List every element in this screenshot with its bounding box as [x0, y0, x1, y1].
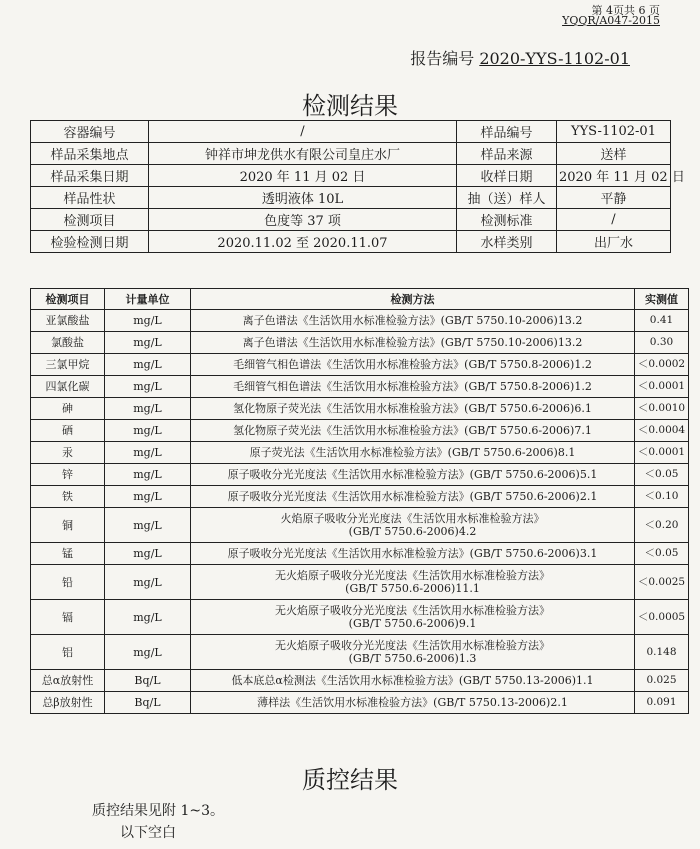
info-value: 透明液体 10L	[149, 187, 457, 209]
method-line: 低本底总α检测法《生活饮用水标准检验方法》(GB/T 5750.13-2006)1.1	[231, 674, 594, 687]
unit-cell: mg/L	[105, 420, 191, 442]
info-label: 样品采集地点	[31, 143, 149, 165]
unit-cell: mg/L	[105, 600, 191, 635]
item-cell: 锌	[31, 464, 105, 486]
table-row	[31, 420, 689, 442]
column-header: 检测项目	[31, 289, 105, 310]
table-row	[31, 310, 689, 332]
table-row	[31, 442, 689, 464]
method-line: 无火焰原子吸收分光光度法《生活饮用水标准检验方法》	[275, 639, 550, 652]
method-line: 火焰原子吸收分光光度法《生活饮用水标准检验方法》	[280, 512, 545, 525]
info-label: 样品采集日期	[31, 165, 149, 187]
page-number: 第 4页共 6 页	[591, 4, 660, 17]
info-label: 样品编号	[457, 121, 557, 143]
info-value: 出厂水	[557, 231, 671, 253]
method-line: 毛细管气相色谱法《生活饮用水标准检验方法》(GB/T 5750.8-2006)1.2	[233, 380, 592, 393]
method-cell	[191, 464, 635, 486]
method-line: 毛细管气相色谱法《生活饮用水标准检验方法》(GB/T 5750.8-2006)1.2	[233, 358, 592, 371]
unit-cell: mg/L	[105, 376, 191, 398]
method-cell	[191, 692, 635, 714]
report-number	[410, 46, 630, 69]
unit-cell: mg/L	[105, 310, 191, 332]
unit-cell: mg/L	[105, 543, 191, 565]
value-cell: 0.025	[635, 670, 689, 692]
value-cell: 0.30	[635, 332, 689, 354]
unit-cell: mg/L	[105, 354, 191, 376]
value-cell: ＜0.05	[635, 543, 689, 565]
unit-cell: mg/L	[105, 508, 191, 543]
value-cell: 0.41	[635, 310, 689, 332]
item-cell: 铁	[31, 486, 105, 508]
info-label: 样品性状	[31, 187, 149, 209]
method-cell	[191, 332, 635, 354]
info-row	[31, 187, 671, 209]
method-cell	[191, 600, 635, 635]
info-value: 平静	[557, 187, 671, 209]
value-cell: ＜0.0025	[635, 565, 689, 600]
item-cell: 锰	[31, 543, 105, 565]
item-cell: 三氯甲烷	[31, 354, 105, 376]
item-cell: 镉	[31, 600, 105, 635]
method-cell	[191, 635, 635, 670]
method-line: 原子吸收分光光度法《生活饮用水标准检验方法》(GB/T 5750.6-2006)2.1	[227, 490, 598, 503]
method-line: (GB/T 5750.6-2006)9.1	[348, 617, 477, 630]
unit-cell: Bq/L	[105, 692, 191, 714]
info-label: 容器编号	[31, 121, 149, 143]
table-row	[31, 486, 689, 508]
value-cell: ＜0.0002	[635, 354, 689, 376]
unit-cell: Bq/L	[105, 670, 191, 692]
value-cell: ＜0.10	[635, 486, 689, 508]
method-line: 无火焰原子吸收分光光度法《生活饮用水标准检验方法》	[275, 569, 550, 582]
method-cell	[191, 486, 635, 508]
value-cell: ＜0.20	[635, 508, 689, 543]
method-line: 原子荧光法《生活饮用水标准检验方法》(GB/T 5750.6-2006)8.1	[249, 446, 576, 459]
method-cell	[191, 565, 635, 600]
column-header: 实测值	[635, 289, 689, 310]
table-row	[31, 635, 689, 670]
value-cell: ＜0.0010	[635, 398, 689, 420]
info-value: /	[149, 121, 457, 143]
item-cell: 铅	[31, 565, 105, 600]
info-label: 水样类别	[457, 231, 557, 253]
item-cell: 硒	[31, 420, 105, 442]
method-line: 离子色谱法《生活饮用水标准检验方法》(GB/T 5750.10-2006)13.2	[242, 336, 583, 349]
method-line: 薄样法《生活饮用水标准检验方法》(GB/T 5750.13-2006)2.1	[257, 696, 568, 709]
qc-note: 质控结果见附 1~3。	[92, 803, 224, 819]
info-label: 抽（送）样人	[457, 187, 557, 209]
qc-title: 质控结果	[302, 766, 398, 794]
table-row	[31, 332, 689, 354]
unit-cell: mg/L	[105, 635, 191, 670]
item-cell: 砷	[31, 398, 105, 420]
method-line: 原子吸收分光光度法《生活饮用水标准检验方法》(GB/T 5750.6-2006)5.1	[227, 468, 598, 481]
method-cell	[191, 543, 635, 565]
value-cell: ＜0.05	[635, 464, 689, 486]
results-header-row	[31, 289, 689, 310]
report-number-label: 报告编号	[410, 49, 475, 68]
info-value: 色度等 37 项	[149, 209, 457, 231]
item-cell: 总β放射性	[31, 692, 105, 714]
method-cell	[191, 420, 635, 442]
column-header: 检测方法	[191, 289, 635, 310]
unit-cell: mg/L	[105, 486, 191, 508]
info-value: 2020.11.02 至 2020.11.07	[149, 231, 457, 253]
table-row	[31, 565, 689, 600]
method-line: (GB/T 5750.6-2006)1.3	[348, 652, 477, 665]
info-label: 检验检测日期	[31, 231, 149, 253]
method-line: 氢化物原子荧光法《生活饮用水标准检验方法》(GB/T 5750.6-2006)6.1	[233, 402, 592, 415]
info-row	[31, 209, 671, 231]
method-line: 离子色谱法《生活饮用水标准检验方法》(GB/T 5750.10-2006)13.2	[242, 314, 583, 327]
info-row	[31, 121, 671, 143]
method-cell	[191, 398, 635, 420]
info-value: 钟祥市坤龙供水有限公司皇庄水厂	[149, 143, 457, 165]
item-cell: 亚氯酸盐	[31, 310, 105, 332]
item-cell: 总α放射性	[31, 670, 105, 692]
method-line: (GB/T 5750.6-2006)11.1	[345, 582, 480, 595]
item-cell: 氯酸盐	[31, 332, 105, 354]
method-line: (GB/T 5750.6-2006)4.2	[348, 525, 477, 538]
method-cell	[191, 442, 635, 464]
info-row	[31, 165, 671, 187]
unit-cell: mg/L	[105, 398, 191, 420]
table-row	[31, 543, 689, 565]
form-code: YQQR/A047-2015	[562, 14, 660, 27]
sample-info-table	[30, 120, 685, 253]
method-line: 无火焰原子吸收分光光度法《生活饮用水标准检验方法》	[275, 604, 550, 617]
method-cell	[191, 670, 635, 692]
method-cell	[191, 310, 635, 332]
table-row	[31, 508, 689, 543]
results-title: 检测结果	[302, 92, 398, 120]
method-line: 氢化物原子荧光法《生活饮用水标准检验方法》(GB/T 5750.6-2006)7.1	[233, 424, 592, 437]
method-line: 原子吸收分光光度法《生活饮用水标准检验方法》(GB/T 5750.6-2006)3.1	[227, 547, 598, 560]
info-label: 检测项目	[31, 209, 149, 231]
table-row	[31, 376, 689, 398]
info-label: 检测标准	[457, 209, 557, 231]
info-row	[31, 231, 671, 253]
column-header: 计量单位	[105, 289, 191, 310]
value-cell: ＜0.0005	[635, 600, 689, 635]
unit-cell: mg/L	[105, 565, 191, 600]
item-cell: 四氯化碳	[31, 376, 105, 398]
unit-cell: mg/L	[105, 332, 191, 354]
value-cell: ＜0.0004	[635, 420, 689, 442]
value-cell: ＜0.0001	[635, 376, 689, 398]
info-label: 收样日期	[457, 165, 557, 187]
table-row	[31, 464, 689, 486]
info-value: 送样	[557, 143, 671, 165]
results-body	[31, 310, 689, 714]
value-cell: 0.148	[635, 635, 689, 670]
info-value: /	[557, 209, 671, 231]
info-row	[31, 143, 671, 165]
info-label: 样品来源	[457, 143, 557, 165]
value-cell: 0.091	[635, 692, 689, 714]
info-value: 2020 年 11 月 02 日	[149, 165, 457, 187]
info-value: 2020 年 11 月 02 日	[557, 165, 671, 187]
table-row	[31, 600, 689, 635]
method-cell	[191, 376, 635, 398]
method-cell	[191, 508, 635, 543]
unit-cell: mg/L	[105, 442, 191, 464]
table-row	[31, 354, 689, 376]
item-cell: 汞	[31, 442, 105, 464]
table-row	[31, 692, 689, 714]
report-number-value: 2020-YYS-1102-01	[479, 49, 630, 68]
method-cell	[191, 354, 635, 376]
item-cell: 铜	[31, 508, 105, 543]
value-cell: ＜0.0001	[635, 442, 689, 464]
unit-cell: mg/L	[105, 464, 191, 486]
blank-note: 以下空白	[120, 825, 176, 841]
item-cell: 铝	[31, 635, 105, 670]
info-value: YYS-1102-01	[557, 121, 671, 143]
table-row	[31, 670, 689, 692]
results-table	[30, 288, 689, 714]
table-row	[31, 398, 689, 420]
